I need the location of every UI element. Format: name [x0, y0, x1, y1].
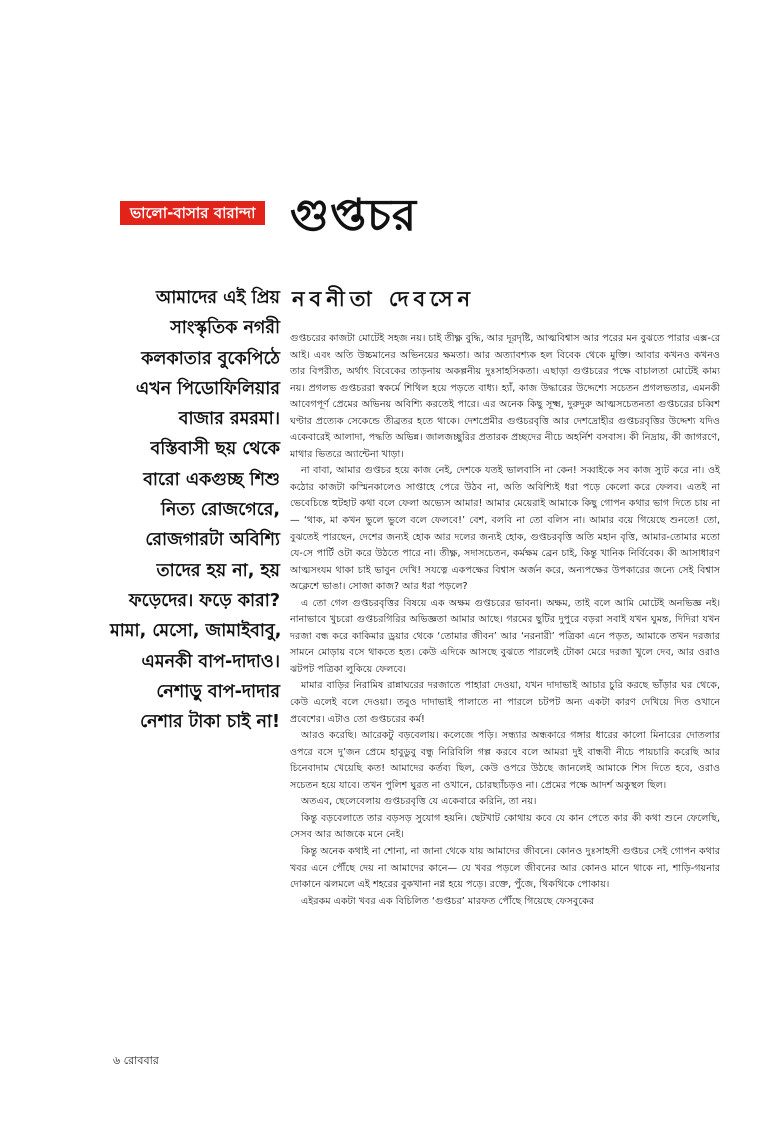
pull-quote-line: এখন পিডোফিলিয়ার [135, 378, 280, 399]
body-paragraph: না বাবা, আমার গুপ্তচর হয়ে কাজ নেই, দেশকে যতই ভালবাসি না কেন! সব্বাইকে সব কাজ স্যুট করে না। ওই কঠোর কাজটা কস্মিনকালেও সাপ্তাহে পেরে উঠব না, অতি অবিশ্যিই ধরা পড়ে কেলো করে ফেলব। এতই না ভেবেচিন্তে হুটহাট কথা বলে ফেলা অভ্যেস আমার! আমার মেয়েরাই আমাকে কিছু গোপন কথার ভাগ দিতে চায় না— ‘থাক, মা কখন ভুলে ভুলে বলে ফেলবে!’ বেশ, বলবি না তো বলিস না। আমার বয়ে গিয়েছে শুনতে! তো, বুঝতেই পারছেন, দেশের জন্যই হোক আর দলের জন্যই হোক, গুপ্তচরবৃত্তি অতি মহান বৃত্তি, আমার-তোমার মতো যে-সে পার্টি ওটা করে উঠতে পারে না। তীক্ষ্ণ, সদাসচেতন, কর্মক্ষম ব্রেন চাই, কিন্তু খানিক নির্বিবেক। কী আসাধারণ আত্মসংযম থাকা চাই ভাবুন দেখি! সযত্নে একপক্ষের বিশ্বাস অর্জন করে, অন্যপক্ষের উপকারের জন্যে সেই বিশ্বাস অক্লেশে ভাঙা। সোজা কাজ? আর ধরা পড়লে? [290, 465, 720, 593]
body-paragraph: কিন্তু অনেক কথাই না শোনা, না জানা থেকে যায় আমাদের জীবনে। কোনও দুঃসাহসী গুপ্তচর সেই গোপন কথার খবর এনে পৌঁছে দেয় না আমাদের কানে— যে খবর পড়লে জীবনের আর কোনও মানে থাকে না, শাড়ি-গয়নার দোকানে ঝলমলে এই শহরের বুকখানা নগ্ন হয়ে পড়ে। রক্তে, পুঁজে, থিকথিকে পোকায়। [290, 845, 720, 891]
pull-quote-line: রোজগারটা অবিশ্যি [145, 530, 280, 551]
body-paragraph: এ তো গেল গুপ্তচরবৃত্তির বিষয়ে এক অক্ষম গুপ্তচরের ভাবনা। অক্ষম, তাই বলে আমি মোটেই অনভিজ্ঞ নই। নানাভাবে খুচরো গুপ্তচরগিরির অভিজ্ঞতা আমার আছে। গরমের ছুটির দুপুরে বড়রা সবাই যখন ঘুমন্ত, দিদিরা যখন দরজা বন্ধ করে কাকিমার ড্রয়ার থেকে ‘তোমার জীবন’ আর ‘নরনারী’ পত্রিকা এনে পড়ত, আমাকে তখন দরজার সামনে মোড়ায় বসে থাকতে হত। কেউ এদিকে আসছে বুঝতে পারলেই টোকা মেরে দরজা খুলে দেব, আর ওরাও ঝটপট পত্রিকা লুকিয়ে ফেলবে। [290, 597, 720, 675]
column-badge: ভালো-বাসার বারান্দা [120, 201, 265, 225]
body-paragraph: এইরকম একটা খবর এক বিচিলিত ‘গুপ্তচর’ মারফত পৌঁছে গিয়েছে ফেসবুকের [301, 895, 595, 907]
body-paragraph: আরও করেছি। আরেকটু বড়বেলায়। কলেজে পড়ি। সন্ধ্যার অন্ধকারে গঙ্গার ধারের কালো মিনারের দোতলার ওপরে বসে দু’জন প্রেমে হাবুডুবু বন্ধু নিরিবিলি গল্প করবে বলে আমরা দুই বান্ধবী নীচে পায়চারি করেছি আর চিনেবাদাম খেয়েছি কত! আমাদের কর্তব্য ছিল, কেউ ওপরে উঠছে জানলেই আমাকে শিস দিতে হবে, ওরাও সচেতন হয়ে যাবে। তখন পুলিশ ঘুরত না ওখানে, চোরছ্যাঁচড়ও না। প্রেমের পক্ষে আদর্শ অকুস্থল ছিল। [290, 730, 720, 791]
pull-quote-line: নেশার টাকা চাই না! [140, 712, 280, 733]
pull-quote-line: তাদের হয় না, হয় [156, 560, 280, 581]
body-paragraph: কিন্তু বড়বেলাতে তার বড়সড় সুযোগ হয়নি। ছেটখাট কোথায় কবে যে কান পেতে কার কী কথা শুনে ফেলেছি, সেসব আর আজকে মনে নেই। [290, 812, 720, 841]
body-paragraph: গুপ্তচরের কাজটা মোটেই সহজ নয়। চাই তীক্ষ্ণ বুদ্ধি, আর দূরদৃষ্টি, আত্মবিশ্বাস আর পরের মন বুঝতে পারার এক্স-রে আই। এবং অতি উচ্চমানের অভিনয়ের ক্ষমতা। আর অত্যাবশ্যক হল বিবেক থেকে মুক্তি। আবার কখনও কখনও তার বিপরীত, অর্থাৎ বিবেকের তাড়নায় অকল্পনীয় দুঃসাহসিকতা। এছাড়া গুপ্তচরের পক্ষে বাচালতা মোটেই কাম্য নয়। প্রগলভ গুপ্তচররা স্বকর্মে শিথিল হয়ে পড়তে বাধ্য। হ্যাঁ, কাজ উদ্ধারের উদ্দেশ্যে সচেতন প্রগলভতার, এমনকী আবেগপূর্ণ প্রেমের অভিনয় অবিশ্যি করতেই পারে। এর অনেক কিছু সূক্ষ্ম, দুরুদুরু আত্মসচেতনতা গুপ্তচরের চব্বিশ ঘণ্টার প্রত্যেক সেকেন্ডে তীব্রতর হতে থাকে। দেশপ্রেমীর গুপ্তচরবৃত্তি আর দেশদ্রোহীর গুপ্তচরবৃত্তির উদ্দেশ্য যদিও একেবারেই আলাদা, পদ্ধতি অভিন্ন। জালজচ্ছুরির প্রতারক প্রচ্ছদের নীচে অহর্নিশ বসবাস। কী নিদ্রায়, কী জাগরণে, মাথার ভিতরে অ্যান্টেনা খাড়া। [290, 333, 720, 460]
pull-quote-line: বস্তিবাসী ছয় থেকে [150, 439, 280, 460]
pull-quote-line: নেশাড়ু বাপ-দাদার [156, 681, 280, 702]
article-body [290, 331, 720, 910]
page-folio: ৬ রোববার [113, 1054, 159, 1067]
pull-quote [110, 283, 280, 737]
pull-quote-line: ফড়েদের। ফড়ে কারা? [128, 590, 280, 611]
pull-quote-line: বারো একগুচ্ছ শিশু [143, 469, 280, 490]
body-paragraph: মামার বাড়ির নিরামিষ রান্নাঘরের দরজাতে পাহারা দেওয়া, যখন দাদাভাই আচার চুরি করছে ভাঁড়ার ঘর থেকে, কেউ এলেই বলে দেওয়া। তবুও দাদাভাই পালাতে না পারলে চটপট অন্য একটা কারণ দেখিয়ে দিত ওখানে প্রবেশের। এটাও তো গুপ্তচরের কর্ম! [290, 680, 720, 725]
author-name: নবনীতা দেবসেন [292, 287, 476, 311]
pull-quote-line: কলকাতার বুকেপিঠে [141, 348, 280, 369]
pull-quote-line: আমাদের এই প্রিয় [155, 288, 280, 308]
body-paragraph: অতএব, ছেলেবেলায় গুপ্তচরবৃত্তি যে একেবারে করিনি, তা নয়। [301, 796, 537, 808]
pull-quote-line: এমনকী বাপ-দাদাও। [141, 651, 280, 672]
pull-quote-line: সাংস্কৃতিক নগরী [170, 318, 280, 339]
page-title: গুপ্তচর [290, 190, 418, 241]
pull-quote-line: মামা, মেসো, জামাইবাবু, [110, 621, 282, 642]
pull-quote-line: বাজার রমরমা। [178, 409, 280, 430]
pull-quote-line: নিত্য রোজগেরে, [160, 500, 280, 521]
